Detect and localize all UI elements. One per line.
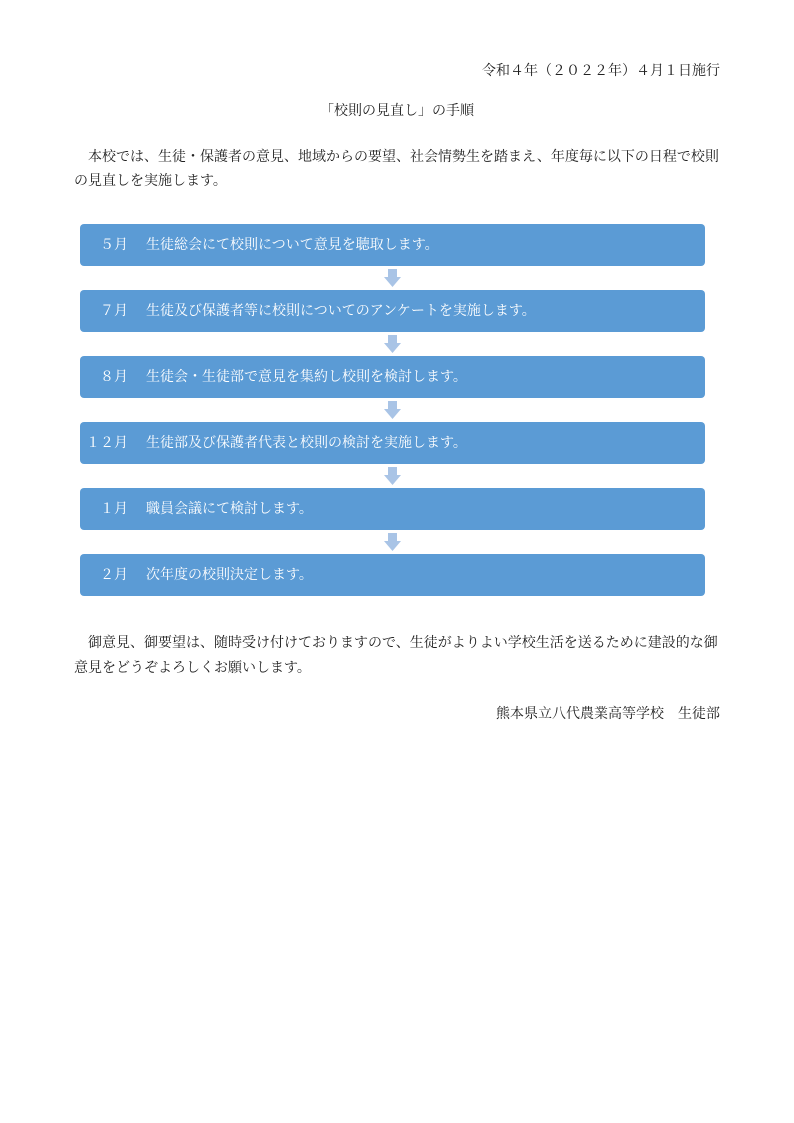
- closing-text: 御意見、御要望は、随時受け付けておりますので、生徒がよりよい学校生活を送るために建設的な御意見をどうぞよろしくお願いします。: [74, 635, 718, 676]
- down-arrow-icon: [384, 533, 401, 551]
- down-arrow-icon: [384, 401, 401, 419]
- step-month: ２月: [100, 567, 128, 583]
- step-month: １２月: [86, 435, 128, 451]
- procedure-flow: [80, 224, 705, 596]
- step-may: [80, 224, 705, 266]
- step-text: 生徒部及び保護者代表と校則の検討を実施します。: [146, 435, 467, 451]
- step-february: [80, 554, 705, 596]
- down-arrow-icon: [384, 467, 401, 485]
- intro-paragraph: [74, 145, 724, 193]
- step-month: ７月: [100, 303, 128, 319]
- step-text: 職員会議にて検討します。: [146, 501, 313, 517]
- step-text: 生徒会・生徒部で意見を集約し校則を検討します。: [146, 369, 467, 385]
- closing-paragraph: [74, 631, 724, 681]
- step-august: [80, 356, 705, 398]
- step-text: 生徒及び保護者等に校則についてのアンケートを実施します。: [146, 303, 536, 319]
- flow-arrow: [80, 332, 705, 356]
- step-january: [80, 488, 705, 530]
- flow-arrow: [80, 530, 705, 554]
- step-text: 次年度の校則決定します。: [146, 567, 313, 583]
- step-month: １月: [100, 501, 128, 517]
- down-arrow-icon: [384, 269, 401, 287]
- document-title: 「校則の見直し」の手順: [320, 103, 474, 119]
- step-month: ８月: [100, 369, 128, 385]
- flow-arrow: [80, 464, 705, 488]
- flow-arrow: [80, 266, 705, 290]
- intro-text: 本校では、生徒・保護者の意見、地域からの要望、社会情勢生を踏まえ、年度毎に以下の日程で校則の見直しを実施します。: [74, 149, 719, 189]
- flow-arrow: [80, 398, 705, 422]
- step-month: ５月: [100, 237, 128, 253]
- step-december: [80, 422, 705, 464]
- enforcement-date: 令和４年（２０２２年）４月１日施行: [482, 63, 720, 79]
- down-arrow-icon: [384, 335, 401, 353]
- step-july: [80, 290, 705, 332]
- signature: 熊本県立八代農業高等学校 生徒部: [496, 706, 720, 722]
- step-text: 生徒総会にて校則について意見を聴取します。: [146, 237, 439, 253]
